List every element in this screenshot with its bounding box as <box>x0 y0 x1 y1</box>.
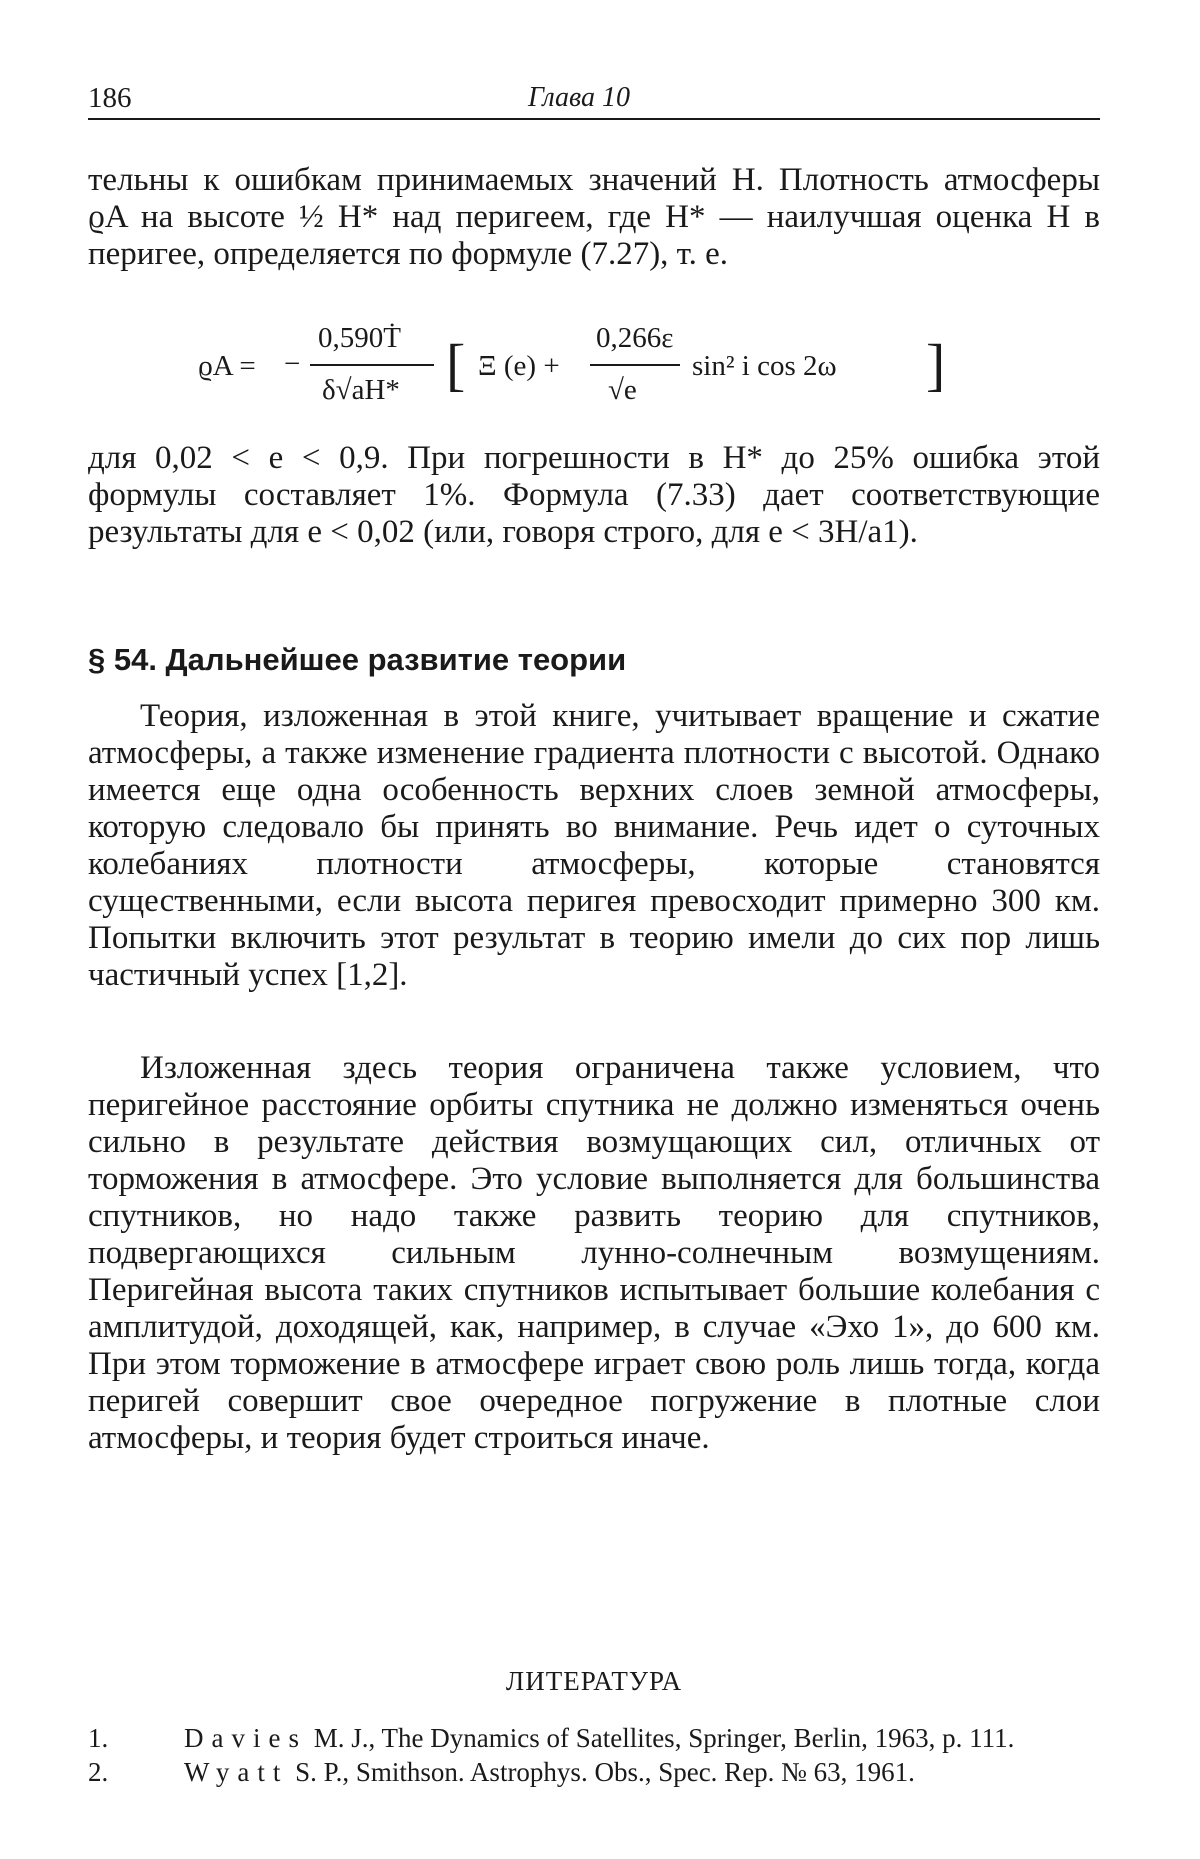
formula-frac-numerator: 0,266ε <box>596 322 674 354</box>
reference-number: 1. <box>88 1723 109 1753</box>
formula-trig: sin² i cos 2ω <box>692 350 837 382</box>
formula-frac-line <box>590 364 680 366</box>
page-number: 186 <box>88 82 132 114</box>
paragraph-theory-1 <box>88 698 1100 994</box>
formula-xi-term: Ξ (e) + <box>478 350 560 382</box>
paragraph-theory-2 <box>88 1050 1100 1457</box>
paragraph-formula-note-text: для 0,02 < e < 0,9. При погрешности в H* до 25% ошибка этой формулы составляет 1%. Формула (7.33) дает соответствующие результаты для e < 0,02 (или, говоря строго, для e < 3H/a1). <box>88 440 1100 550</box>
reference-item <box>88 1723 1100 1753</box>
paragraph-top-text: тельны к ошибкам принимаемых значений H. Плотность атмосферы ϱA на высоте ½ H* над перигеем, где H* — наилучшая оценка H в перигее, определяется по формуле (7.27), т. е. <box>88 162 1100 272</box>
paragraph-top <box>88 162 1100 273</box>
chapter-title: Глава 10 <box>528 82 630 113</box>
paragraph-theory-2-text: Изложенная здесь теория ограничена также условием, что перигейное расстояние орбиты спутника не должно изменяться очень сильно в результате действия возмущающих сил, отличных от торможения в атмосфере. Это условие выполняется для большинства спутников, но надо также развить теорию для спутников, подвергающихся сильным лунно-солнечным возмущениям. Перигейная высота таких спутников испытывает большие колебания с амплитудой, доходящей, как, например, в случае «Эхо 1», до 600 км. При этом торможение в атмосфере играет свою роль лишь тогда, когда перигей совершит свое очередное погружение в плотные слои атмосферы, и теория будет строиться иначе. <box>88 1050 1100 1456</box>
reference-details: S. P., Smithson. Astrophys. Obs., Spec. Rep. № 63, 1961. <box>288 1757 915 1787</box>
section-heading: § 54. Дальнейшее развитие теории <box>88 642 627 677</box>
paragraph-formula-note <box>88 440 1100 551</box>
formula-frac-denominator: √e <box>608 374 637 406</box>
formula-coef-numerator: 0,590Ṫ <box>318 322 401 354</box>
references-list <box>88 1723 1100 1791</box>
references-heading: ЛИТЕРАТУРА <box>505 1666 683 1696</box>
running-head <box>88 72 1100 120</box>
formula-close-bracket: ] <box>926 332 946 397</box>
formula-coef-denominator: δ√aH* <box>322 374 400 406</box>
reference-author: Wyatt <box>184 1757 289 1787</box>
reference-item <box>88 1757 1100 1787</box>
formula-lhs: ϱA = <box>198 350 256 382</box>
density-formula <box>198 322 1098 422</box>
paragraph-theory-1-text: Теория, изложенная в этой книге, учитывает вращение и сжатие атмосферы, а также изменение градиента плотности с высотой. Однако имеется еще одна особенность верхних слоев земной атмосферы, которую следовало бы принять во внимание. Речь идет о суточных колебаниях плотности атмосферы, которые становятся существенными, если высота перигея превосходит примерно 300 км. Попытки включить этот результат в теорию имели до сих пор лишь частичный успех [1,2]. <box>88 698 1100 993</box>
reference-details: M. J., The Dynamics of Satellites, Springer, Berlin, 1963, p. 111. <box>306 1723 1015 1753</box>
formula-minus: − <box>284 348 301 380</box>
book-page <box>88 0 1100 1859</box>
reference-author: Davies <box>184 1723 307 1753</box>
reference-number: 2. <box>88 1757 109 1787</box>
formula-open-bracket: [ <box>446 332 466 397</box>
formula-coef-fraction-line <box>310 364 434 366</box>
